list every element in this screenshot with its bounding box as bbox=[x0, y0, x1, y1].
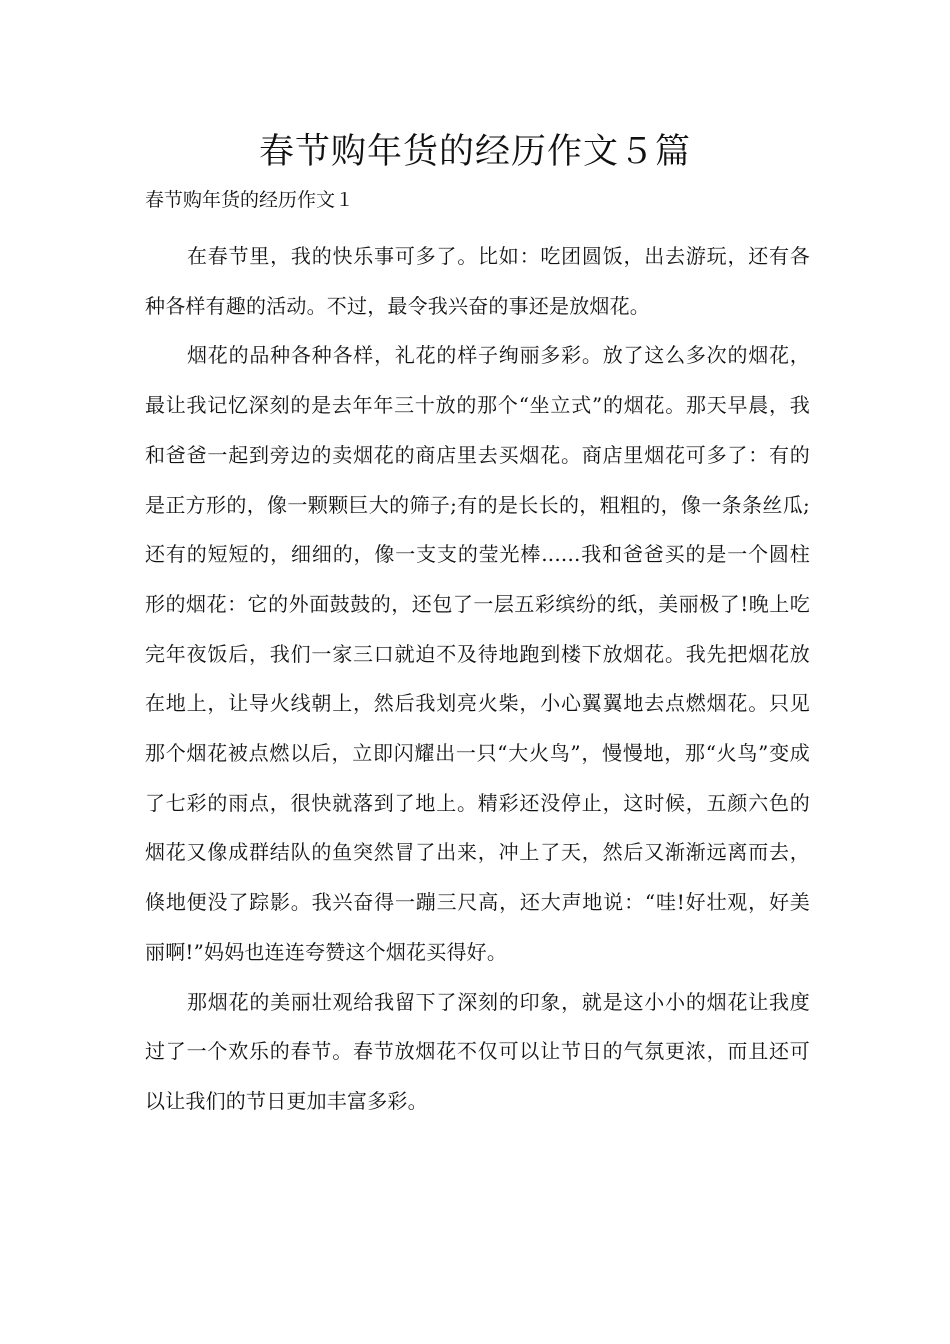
paragraph-2: 烟花的品种各种各样，礼花的样子绚丽多彩。放了这么多次的烟花，最让我记忆深刻的是去年年三十放的那个“坐立式”的烟花。那天早晨，我和爸爸一起到旁边的卖烟花的商店里去买烟花。商店里烟花可多了：有的是正方形的，像一颗颗巨大的筛子;有的是长长的，粗粗的，像一条条丝瓜;还有的短短的，细细的，像一支支的莹光棒......我和爸爸买的是一个圆柱形的烟花：它的外面鼓鼓的，还包了一层五彩缤纷的纸，美丽极了!晚上吃完年夜饭后，我们一家三口就迫不及待地跑到楼下放烟花。我先把烟花放在地上，让导火线朝上，然后我划亮火柴，小心翼翼地去点燃烟花。只见那个烟花被点燃以后，立即闪耀出一只“大火鸟”，慢慢地，那“火鸟”变成了七彩的雨点，很快就落到了地上。精彩还没停止，这时候，五颜六色的烟花又像成群结队的鱼突然冒了出来，冲上了天，然后又渐渐远离而去，倏地便没了踪影。我兴奋得一蹦三尺高，还大声地说：“哇!好壮观，好美丽啊!”妈妈也连连夸赞这个烟花买得好。 bbox=[145, 343, 810, 964]
paragraph-1: 在春节里，我的快乐事可多了。比如：吃团圆饭，出去游玩，还有各种各样有趣的活动。不过，最令我兴奋的事还是放烟花。 bbox=[145, 244, 810, 318]
document-title: 春节购年货的经历作文５篇 bbox=[258, 132, 691, 172]
paragraph-3: 那烟花的美丽壮观给我留下了深刻的印象，就是这小小的烟花让我度过了一个欢乐的春节。春节放烟花不仅可以让节日的气氛更浓，而且还可以让我们的节日更加丰富多彩。 bbox=[145, 989, 810, 1113]
section-heading: 春节购年货的经历作文１ bbox=[145, 189, 355, 211]
article-body bbox=[145, 232, 810, 1127]
